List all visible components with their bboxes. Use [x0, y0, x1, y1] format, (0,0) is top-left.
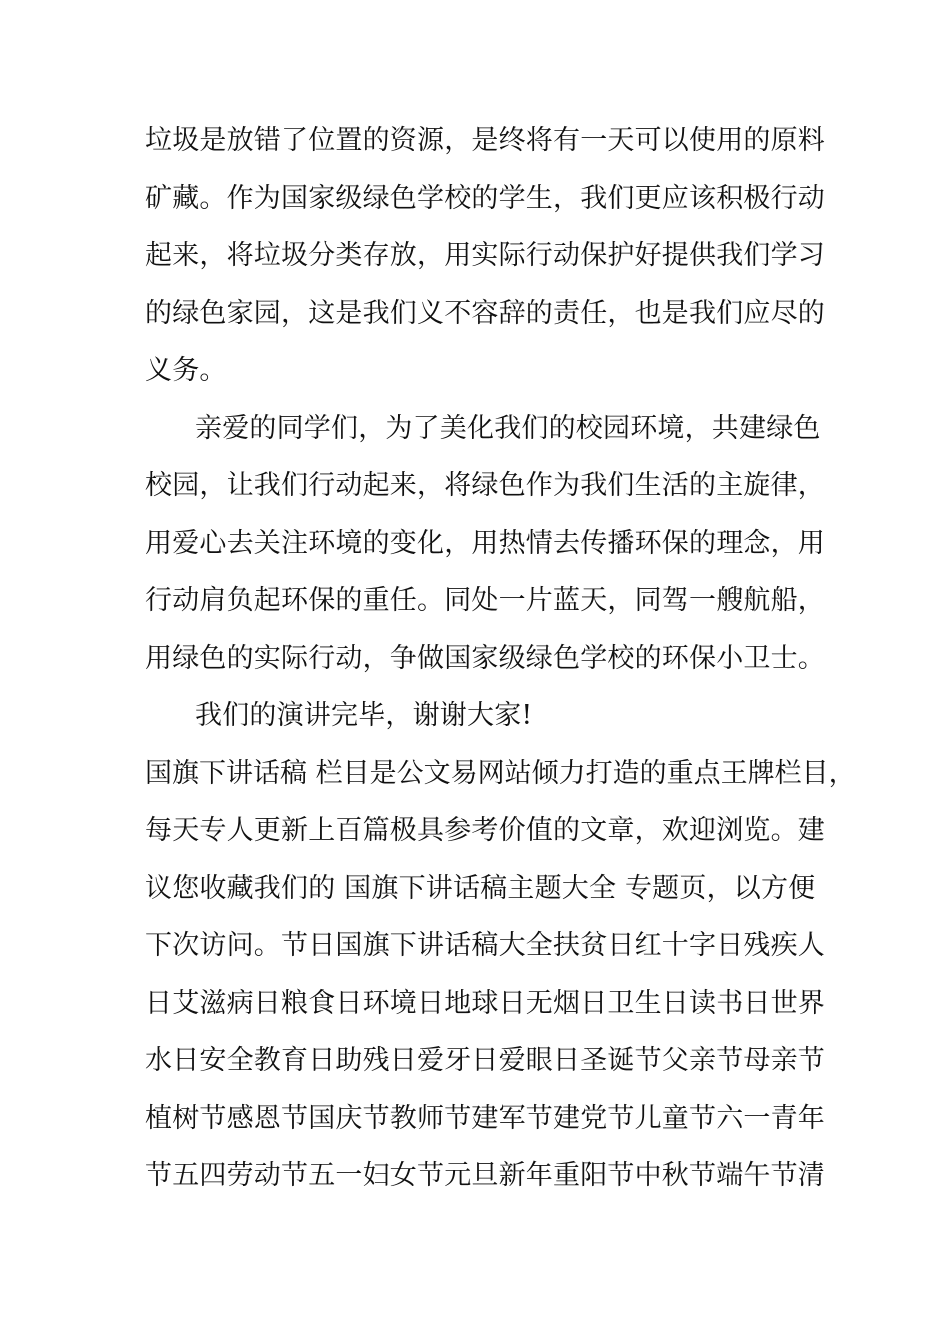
paragraph-1-line: 义务。 — [145, 355, 227, 386]
paragraph-1-line: 的绿色家园，这是我们义不容辞的责任，也是我们应尽的 — [145, 298, 825, 329]
promo-line: 植树节感恩节国庆节教师节建军节建党节儿童节六一青年 — [145, 1103, 825, 1134]
closing-line: 我们的演讲完毕，谢谢大家! — [195, 700, 533, 731]
paragraph-1-line: 起来，将垃圾分类存放，用实际行动保护好提供我们学习 — [145, 240, 825, 271]
promo-line: 议您收藏我们的 国旗下讲话稿主题大全 专题页，以方便 — [145, 873, 816, 904]
promo-line: 节五四劳动节五一妇女节元旦新年重阳节中秋节端午节清 — [145, 1160, 825, 1191]
paragraph-1-line: 垃圾是放错了位置的资源，是终将有一天可以使用的原料 — [145, 125, 825, 156]
promo-line: 水日安全教育日助残日爱牙日爱眼日圣诞节父亲节母亲节 — [145, 1045, 825, 1076]
paragraph-2-line: 用绿色的实际行动，争做国家级绿色学校的环保小卫士。 — [145, 643, 825, 674]
paragraph-2-line: 亲爱的同学们，为了美化我们的校园环境，共建绿色 — [195, 413, 821, 444]
paragraph-2-line: 行动肩负起环保的重任。同处一片蓝天，同驾一艘航船， — [145, 585, 825, 616]
promo-line: 下次访问。节日国旗下讲话稿大全扶贫日红十字日残疾人 — [145, 930, 825, 961]
paragraph-1-line: 矿藏。作为国家级绿色学校的学生，我们更应该积极行动 — [145, 183, 825, 214]
promo-line: 日艾滋病日粮食日环境日地球日无烟日卫生日读书日世界 — [145, 988, 825, 1019]
paragraph-2-line: 校园，让我们行动起来，将绿色作为我们生活的主旋律， — [145, 470, 825, 501]
promo-line: 每天专人更新上百篇极具参考价值的文章，欢迎浏览。建 — [145, 815, 825, 846]
promo-line: 国旗下讲话稿 栏目是公文易网站倾力打造的重点王牌栏目， — [145, 758, 856, 789]
paragraph-2-line: 用爱心去关注环境的变化，用热情去传播环保的理念，用 — [145, 528, 825, 559]
